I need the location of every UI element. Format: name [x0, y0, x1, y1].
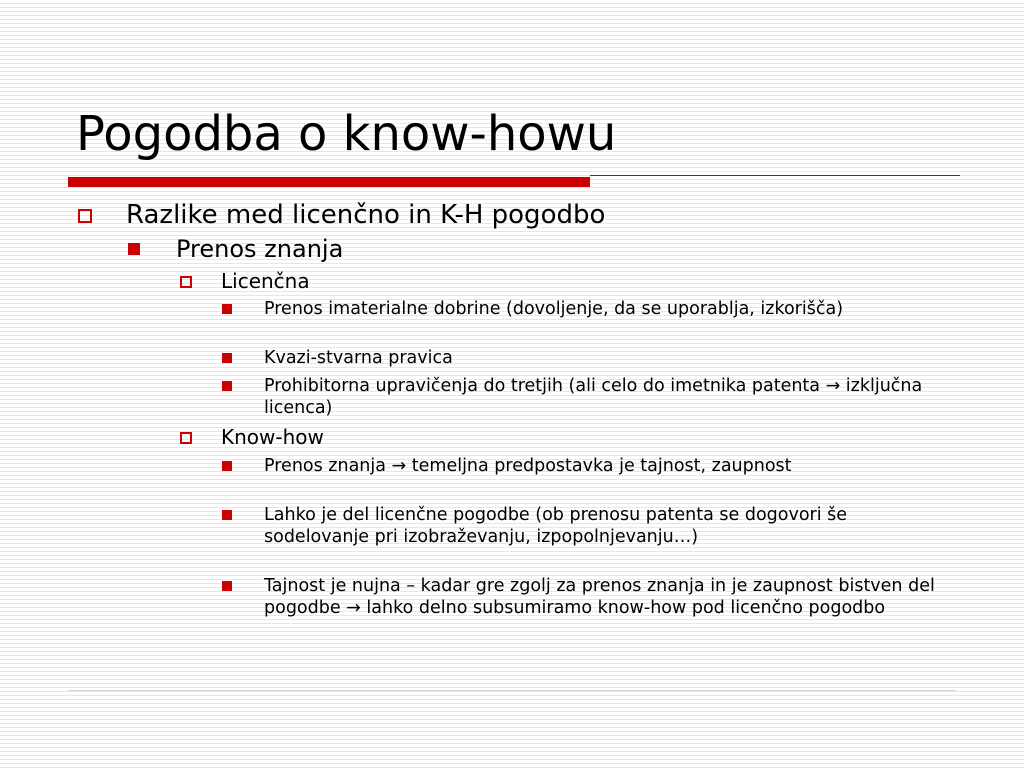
bullet-text: Know-how	[221, 425, 324, 449]
filled-square-bullet-icon	[222, 510, 232, 520]
filled-square-bullet-icon	[222, 353, 232, 363]
bullet-text: Kvazi-stvarna pravica	[264, 348, 453, 368]
hollow-square-bullet-icon	[180, 432, 192, 444]
hollow-square-bullet-icon	[78, 209, 92, 223]
footer-divider	[68, 690, 956, 691]
bullet-text: Licenčna	[221, 269, 310, 293]
title-underline-thick	[68, 177, 590, 187]
hollow-square-bullet-icon	[180, 276, 192, 288]
slide-title: Pogodba o know-howu	[76, 106, 617, 162]
bullet-text: Lahko je del licenčne pogodbe (ob prenosu patenta se dogovori še sodelovanje pri izobraževanju, izpopolnjevanju…)	[264, 505, 848, 547]
bullet-text: Tajnost je nujna – kadar gre zgolj za prenos znanja in je zaupnost bistven del pogodbe → lahko delno subsumiramo know-how pod licenčno pogodbo	[264, 576, 935, 618]
filled-square-bullet-icon	[222, 381, 232, 391]
bullet-text: Razlike med licenčno in K-H pogodbo	[126, 200, 606, 230]
bullet-text: Prenos znanja → temeljna predpostavka je tajnost, zaupnost	[264, 456, 792, 476]
title-underline-thin	[590, 175, 960, 176]
filled-square-bullet-icon	[222, 304, 232, 314]
bullet-text: Prenos imaterialne dobrine (dovoljenje, da se uporablja, izkorišča)	[264, 299, 844, 319]
filled-square-bullet-icon	[222, 461, 232, 471]
bullet-text: Prohibitorna upravičenja do tretjih (ali celo do imetnika patenta → izključna licenca)	[264, 376, 923, 418]
filled-square-bullet-icon	[128, 243, 140, 255]
filled-square-bullet-icon	[222, 581, 232, 591]
bullet-text: Prenos znanja	[176, 235, 344, 263]
